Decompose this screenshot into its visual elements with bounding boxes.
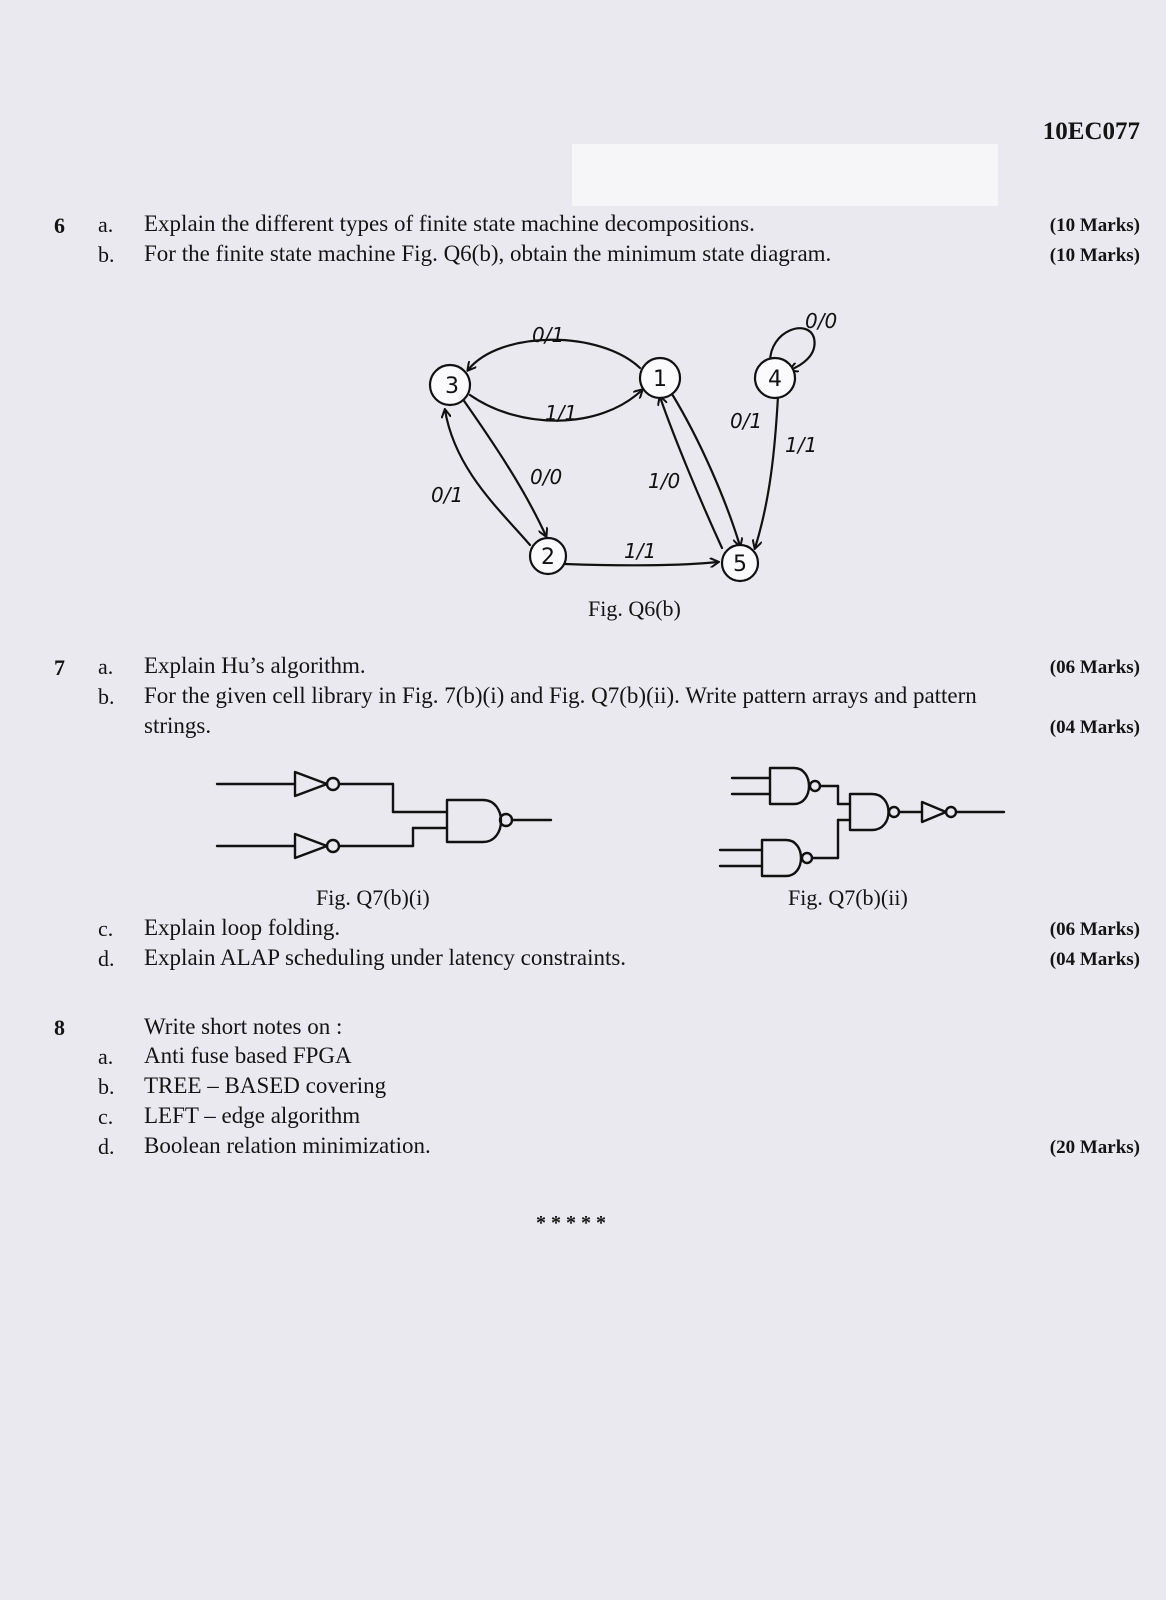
edge-label-4-self: 0/0 bbox=[805, 309, 838, 333]
state-2-label: 2 bbox=[541, 545, 555, 570]
end-stars: * * * * * bbox=[536, 1212, 606, 1234]
state-5-label: 5 bbox=[733, 552, 747, 577]
q7a-label: a. bbox=[98, 654, 114, 679]
q6a-text: Explain the different types of finite state machine decompositions. bbox=[144, 211, 755, 236]
q8c-label: c. bbox=[98, 1104, 114, 1129]
q8b-label: b. bbox=[98, 1074, 115, 1099]
q7b-marks: (04 Marks) bbox=[1049, 717, 1140, 738]
q6b-marks: (10 Marks) bbox=[1049, 245, 1140, 266]
state-4-label: 4 bbox=[768, 367, 782, 392]
q8a-label: a. bbox=[98, 1044, 114, 1069]
q8b-text: TREE – BASED covering bbox=[144, 1073, 387, 1098]
q7d-label: d. bbox=[98, 946, 115, 971]
q6b-label: b. bbox=[98, 242, 115, 267]
state-3-label: 3 bbox=[445, 374, 459, 399]
edge-label-1-to-3: 0/1 bbox=[532, 323, 565, 347]
fig-q6b-caption: Fig. Q6(b) bbox=[588, 596, 681, 621]
subject-code: 10EC077 bbox=[1042, 118, 1140, 145]
cell-library-figure-ii bbox=[718, 760, 1008, 890]
q7a-marks: (06 Marks) bbox=[1049, 657, 1140, 678]
question-7-number: 7 bbox=[54, 655, 65, 680]
q7b-text-line1: For the given cell library in Fig. 7(b)(i) and Fig. Q7(b)(ii). Write pattern arrays and pattern bbox=[144, 683, 977, 708]
fig-q7b-ii-caption: Fig. Q7(b)(ii) bbox=[788, 885, 908, 910]
q7d-marks: (04 Marks) bbox=[1049, 949, 1140, 970]
edge-label-2-to-5: 1/1 bbox=[624, 539, 657, 563]
edge-label-5-to-1: 1/0 bbox=[648, 469, 681, 493]
edge-label-3-to-2: 0/0 bbox=[530, 465, 563, 489]
q7b-text-line2: strings. bbox=[144, 713, 212, 738]
question-6-number: 6 bbox=[54, 213, 65, 238]
edge-label-4-to-5: 1/1 bbox=[785, 433, 818, 457]
q7c-text: Explain loop folding. bbox=[144, 915, 341, 940]
edge-label-1-to-5: 0/1 bbox=[730, 409, 763, 433]
q6a-label: a. bbox=[98, 212, 114, 237]
q6a-marks: (10 Marks) bbox=[1049, 215, 1140, 236]
edge-label-2-to-3: 0/1 bbox=[431, 483, 464, 507]
question-8-number: 8 bbox=[54, 1015, 65, 1040]
usn-redaction-box bbox=[572, 144, 998, 206]
q8-intro: Write short notes on : bbox=[144, 1014, 343, 1039]
q6b-text: For the finite state machine Fig. Q6(b), obtain the minimum state diagram. bbox=[144, 241, 832, 266]
q8-marks: (20 Marks) bbox=[1049, 1137, 1140, 1158]
q7d-text: Explain ALAP scheduling under latency constraints. bbox=[144, 945, 627, 970]
edge-2-to-3 bbox=[445, 410, 530, 545]
q8c-text: LEFT – edge algorithm bbox=[144, 1103, 361, 1128]
q8d-text: Boolean relation minimization. bbox=[144, 1133, 431, 1158]
fig-q7b-i-caption: Fig. Q7(b)(i) bbox=[316, 885, 430, 910]
fsm-state-diagram bbox=[400, 300, 860, 590]
q7c-label: c. bbox=[98, 916, 114, 941]
q7c-marks: (06 Marks) bbox=[1049, 919, 1140, 940]
q7b-label: b. bbox=[98, 684, 115, 709]
q8d-label: d. bbox=[98, 1134, 115, 1159]
q8a-text: Anti fuse based FPGA bbox=[144, 1043, 352, 1068]
q7a-text: Explain Hu’s algorithm. bbox=[144, 653, 366, 678]
edge-label-3-to-1: 1/1 bbox=[545, 401, 578, 425]
state-1-label: 1 bbox=[653, 367, 667, 392]
cell-library-figure-i bbox=[215, 770, 555, 880]
